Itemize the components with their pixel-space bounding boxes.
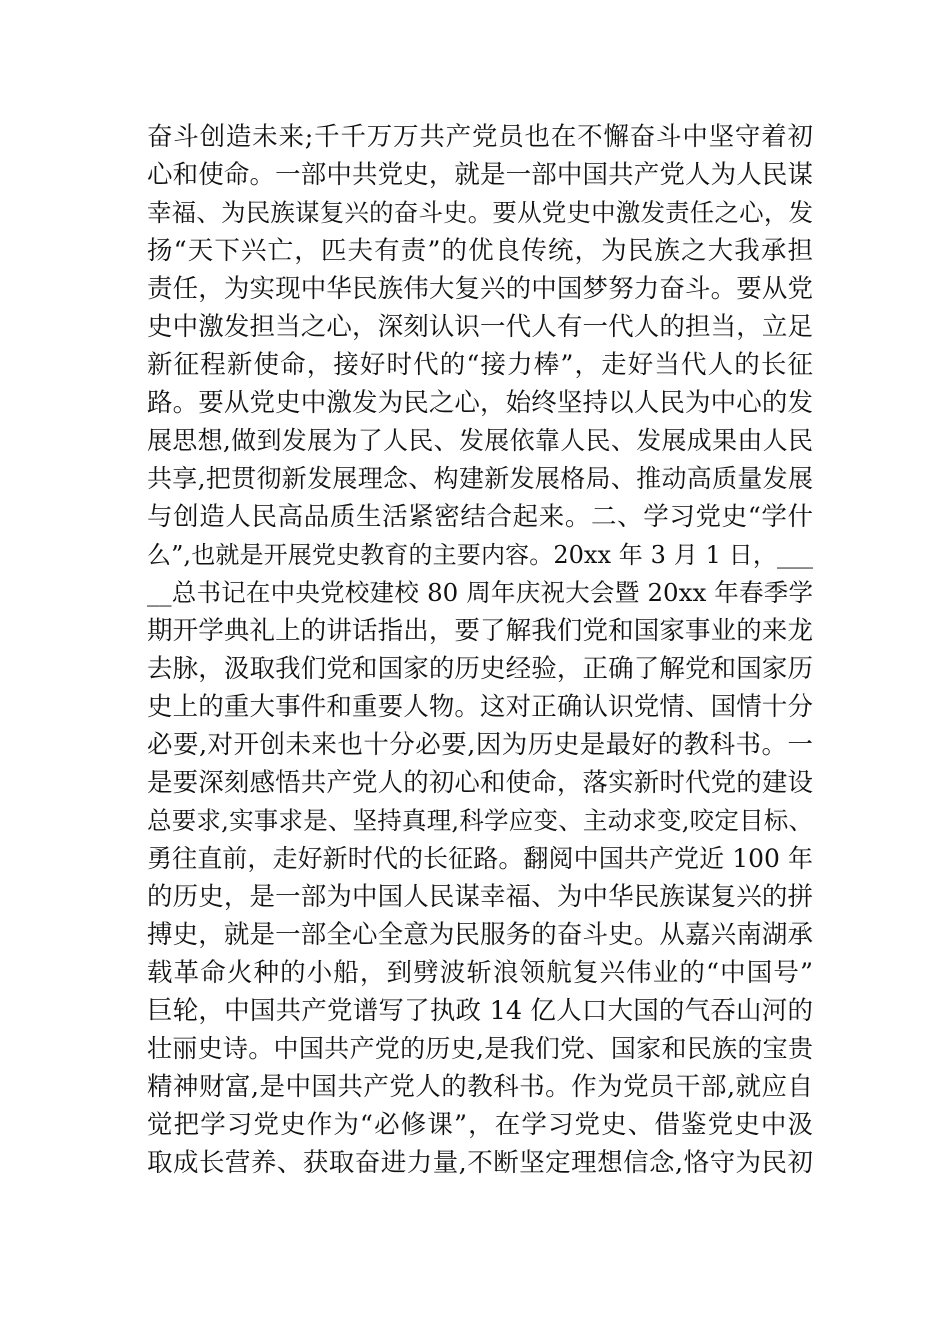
text-line: 勇往直前，走好新时代的长征路。翻阅中国共产党近 100 年 xyxy=(147,844,813,873)
text-line: 奋斗创造未来;千千万万共产党员也在不懈奋斗中坚守着初 xyxy=(147,122,813,152)
text-line: 与创造人民高品质生活紧密结合起来。二、学习党史“学什 xyxy=(147,502,813,532)
text-line: 么”,也就是开展党史教育的主要内容。20xx 年 3 月 1 日，___ xyxy=(147,541,813,569)
text-line: 史中激发担当之心，深刻认识一代人有一代人的担当，立足 xyxy=(147,312,813,342)
body-text xyxy=(147,118,813,1182)
text-line: 觉把学习党史作为“必修课”，在学习党史、借鉴党史中汲 xyxy=(147,1110,813,1140)
text-line: 的历史，是一部为中国人民谋幸福、为中华民族谋复兴的拼 xyxy=(147,882,813,912)
text-line: 取成长营养、获取奋进力量,不断坚定理想信念,恪守为民初 xyxy=(147,1148,813,1178)
text-line: 史上的重大事件和重要人物。这对正确认识党情、国情十分 xyxy=(147,692,813,722)
text-line: 责任，为实现中华民族伟大复兴的中国梦努力奋斗。要从党 xyxy=(147,274,813,304)
text-line: 共享,把贯彻新发展理念、构建新发展格局、推动高质量发展 xyxy=(147,464,813,493)
text-line: 精神财富,是中国共产党人的教科书。作为党员干部,就应自 xyxy=(147,1072,813,1102)
text-line: 扬“天下兴亡，匹夫有责”的优良传统，为民族之大我承担 xyxy=(147,236,813,266)
text-line: 是要深刻感悟共产党人的初心和使命，落实新时代党的建设 xyxy=(147,768,813,798)
text-line: 搏史，就是一部全心全意为民服务的奋斗史。从嘉兴南湖承 xyxy=(147,920,813,950)
text-line: 总要求,实事求是、坚持真理,科学应变、主动求变,咬定目标、 xyxy=(147,806,813,835)
text-line: 幸福、为民族谋复兴的奋斗史。要从党史中激发责任之心，发 xyxy=(147,198,813,227)
text-line: 去脉，汲取我们党和国家的历史经验，正确了解党和国家历 xyxy=(147,654,813,684)
text-line: 新征程新使命，接好时代的“接力棒”，走好当代人的长征 xyxy=(147,350,813,380)
text-line: 心和使命。一部中共党史，就是一部中国共产党人为人民谋 xyxy=(147,160,813,190)
text-line: 巨轮，中国共产党谱写了执政 14 亿人口大国的气吞山河的 xyxy=(147,996,813,1026)
text-line: 路。要从党史中激发为民之心，始终坚持以人民为中心的发 xyxy=(147,388,813,418)
text-line: __总书记在中央党校建校 80 周年庆祝大会暨 20xx 年春季学 xyxy=(147,578,813,607)
text-line: 展思想,做到发展为了人民、发展依靠人民、发展成果由人民 xyxy=(147,426,813,455)
text-line: 壮丽史诗。中国共产党的历史,是我们党、国家和民族的宝贵 xyxy=(147,1034,813,1063)
text-line: 载革命火种的小船，到劈波斩浪领航复兴伟业的“中国号” xyxy=(147,958,813,988)
text-line: 必要,对开创未来也十分必要,因为历史是最好的教科书。一 xyxy=(147,730,813,760)
text-line: 期开学典礼上的讲话指出，要了解我们党和国家事业的来龙 xyxy=(147,616,813,646)
